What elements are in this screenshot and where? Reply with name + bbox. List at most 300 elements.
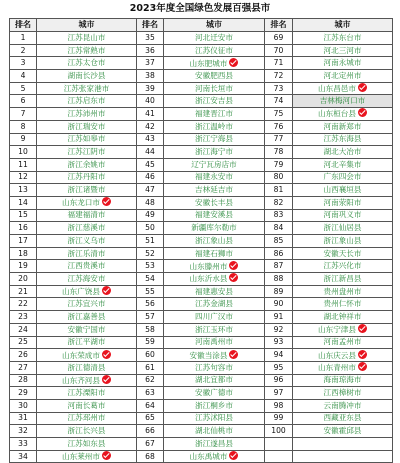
city-cell xyxy=(164,158,265,171)
city-name: 江苏如东县 xyxy=(67,438,106,448)
city-cell xyxy=(164,222,265,235)
city-name: 江苏昆山市 xyxy=(67,32,106,42)
city-name: 浙江德清县 xyxy=(67,362,106,372)
rank-cell: 44 xyxy=(137,146,164,159)
city-cell xyxy=(164,311,265,324)
rank-cell: 34 xyxy=(10,450,37,463)
table-row xyxy=(10,44,393,57)
city-name: 贵州仁怀市 xyxy=(323,299,362,309)
rank-cell: 81 xyxy=(265,184,293,197)
city-cell xyxy=(37,311,137,324)
table-row xyxy=(10,438,393,451)
rank-cell: 80 xyxy=(265,171,293,184)
city-cell xyxy=(293,336,393,349)
table-row xyxy=(10,158,393,171)
rank-cell: 47 xyxy=(137,184,164,197)
red-check-icon xyxy=(102,375,111,384)
city-cell xyxy=(293,57,393,70)
rank-cell: 77 xyxy=(265,133,293,146)
table-row xyxy=(10,95,393,108)
city-cell xyxy=(37,450,137,463)
city-cell xyxy=(293,209,393,222)
rank-cell: 86 xyxy=(265,247,293,260)
rank-cell: 91 xyxy=(265,311,293,324)
city-name: 浙江仙居县 xyxy=(323,223,362,233)
city-name: 浙江乐清市 xyxy=(67,248,106,258)
city-cell xyxy=(37,209,137,222)
rank-cell: 51 xyxy=(137,235,164,248)
city-name: 河北辛集市 xyxy=(323,159,362,169)
city-cell xyxy=(37,82,137,95)
city-name: 浙江象山县 xyxy=(323,235,362,245)
city-cell xyxy=(293,399,393,412)
red-check-icon xyxy=(229,451,238,460)
rank-cell: 3 xyxy=(10,57,37,70)
rank-cell: 38 xyxy=(137,70,164,83)
city-name: 江苏溧阳市 xyxy=(67,388,106,398)
rank-cell: 75 xyxy=(265,108,293,121)
rank-cell xyxy=(265,438,293,451)
rank-cell: 10 xyxy=(10,146,37,159)
city-name: 福建惠安县 xyxy=(195,286,233,296)
city-name: 江苏金湖县 xyxy=(195,299,233,309)
table-row xyxy=(10,260,393,273)
city-cell xyxy=(37,133,137,146)
city-cell xyxy=(293,412,393,425)
table-row xyxy=(10,349,393,362)
rank-cell: 31 xyxy=(10,412,37,425)
table-row xyxy=(10,361,393,374)
city-cell xyxy=(293,323,393,336)
rank-cell: 69 xyxy=(265,32,293,45)
city-name: 辽宁瓦房店市 xyxy=(191,159,237,169)
city-cell xyxy=(293,260,393,273)
city-name: 福建安溪县 xyxy=(195,210,233,220)
city-name: 安徽肥西县 xyxy=(195,70,233,80)
rank-cell: 88 xyxy=(265,273,293,286)
city-name: 河南新郑市 xyxy=(323,121,362,131)
city-name: 江苏东海县 xyxy=(323,134,362,144)
red-check-icon xyxy=(102,451,111,460)
city-name: 山东荣成市 xyxy=(62,350,100,360)
city-name: 山东肥城市 xyxy=(189,58,228,68)
city-cell xyxy=(164,70,265,83)
city-cell xyxy=(37,32,137,45)
rank-cell: 65 xyxy=(137,412,164,425)
table-header-row xyxy=(10,19,393,32)
city-name: 江苏常熟市 xyxy=(67,45,106,55)
rank-cell: 12 xyxy=(10,171,37,184)
rank-cell: 61 xyxy=(137,361,164,374)
city-name: 四川广汉市 xyxy=(195,311,233,321)
rank-cell: 92 xyxy=(265,323,293,336)
city-name: 江苏仪征市 xyxy=(195,45,233,55)
rank-cell: 73 xyxy=(265,82,293,95)
rank-cell: 29 xyxy=(10,387,37,400)
rank-cell: 98 xyxy=(265,399,293,412)
city-name: 山东广饶县 xyxy=(62,287,100,297)
city-name: 福建晋江市 xyxy=(195,108,233,118)
city-cell xyxy=(164,146,265,159)
table-row xyxy=(10,184,393,197)
city-name: 湖北大冶市 xyxy=(323,147,362,157)
table-row xyxy=(10,450,393,463)
city-cell xyxy=(164,247,265,260)
table-row xyxy=(10,273,393,286)
red-check-icon xyxy=(358,324,367,333)
rank-cell: 37 xyxy=(137,57,164,70)
rank-cell: 57 xyxy=(137,311,164,324)
city-name: 福建石狮市 xyxy=(195,248,233,258)
city-cell xyxy=(293,120,393,133)
city-name: 江西樟树市 xyxy=(323,388,362,398)
city-cell xyxy=(293,285,393,298)
city-cell xyxy=(293,133,393,146)
city-cell xyxy=(164,387,265,400)
city-cell xyxy=(37,412,137,425)
rank-cell: 35 xyxy=(137,32,164,45)
rank-cell: 87 xyxy=(265,260,293,273)
city-cell xyxy=(37,222,137,235)
city-name: 河南永城市 xyxy=(323,58,362,68)
city-cell xyxy=(164,57,265,70)
city-name: 浙江平湖市 xyxy=(67,337,106,347)
table-row xyxy=(10,82,393,95)
rank-cell: 99 xyxy=(265,412,293,425)
rank-cell: 18 xyxy=(10,247,37,260)
rank-cell: 22 xyxy=(10,298,37,311)
city-name: 浙江桐乡市 xyxy=(195,400,233,410)
rank-cell: 90 xyxy=(265,298,293,311)
city-cell xyxy=(293,95,393,108)
city-cell xyxy=(37,184,137,197)
rank-cell: 58 xyxy=(137,323,164,336)
rank-cell: 78 xyxy=(265,146,293,159)
city-cell xyxy=(37,285,137,298)
red-check-icon xyxy=(229,350,238,359)
city-name: 山东莱州市 xyxy=(62,452,100,462)
rank-cell: 85 xyxy=(265,235,293,248)
city-cell xyxy=(164,171,265,184)
rank-cell: 79 xyxy=(265,158,293,171)
rank-cell: 25 xyxy=(10,336,37,349)
city-name: 浙江温岭市 xyxy=(195,121,233,131)
city-name: 山东龙口市 xyxy=(62,198,100,208)
rank-cell: 24 xyxy=(10,323,37,336)
city-name: 海南琼海市 xyxy=(323,375,362,385)
city-name: 山东沂水县 xyxy=(189,274,228,284)
city-name: 江苏沭阳县 xyxy=(195,413,233,423)
city-name: 浙江慈溪市 xyxy=(67,223,106,233)
rank-cell: 55 xyxy=(137,285,164,298)
rank-cell: 23 xyxy=(10,311,37,324)
table-row xyxy=(10,146,393,159)
city-name: 浙江余姚市 xyxy=(67,159,106,169)
rank-cell: 70 xyxy=(265,44,293,57)
ranking-table xyxy=(9,18,393,463)
city-cell xyxy=(37,349,137,362)
city-cell xyxy=(293,158,393,171)
city-name: 河南孟州市 xyxy=(323,337,362,347)
city-name: 湖北仙桃市 xyxy=(195,426,233,436)
table-row xyxy=(10,57,393,70)
city-cell xyxy=(293,311,393,324)
city-cell xyxy=(164,438,265,451)
city-cell xyxy=(293,374,393,387)
table-row xyxy=(10,196,393,209)
rank-cell: 96 xyxy=(265,374,293,387)
city-cell xyxy=(164,412,265,425)
city-cell xyxy=(164,425,265,438)
city-cell xyxy=(164,260,265,273)
rank-cell: 5 xyxy=(10,82,37,95)
city-name: 江苏张家港市 xyxy=(63,83,110,93)
rank-cell: 43 xyxy=(137,133,164,146)
rank-cell: 21 xyxy=(10,285,37,298)
city-cell xyxy=(164,336,265,349)
table-row xyxy=(10,412,393,425)
rank-cell: 11 xyxy=(10,158,37,171)
city-cell xyxy=(293,387,393,400)
header-city: 城市 xyxy=(164,19,265,32)
city-cell xyxy=(37,57,137,70)
city-name: 浙江新昌县 xyxy=(323,273,362,283)
header-city: 城市 xyxy=(37,19,137,32)
rank-cell: 40 xyxy=(137,95,164,108)
city-name: 安徽宁国市 xyxy=(67,324,106,334)
city-cell xyxy=(37,399,137,412)
table-row xyxy=(10,222,393,235)
rank-cell: 32 xyxy=(10,425,37,438)
red-check-icon xyxy=(358,362,367,371)
city-cell xyxy=(164,184,265,197)
city-cell xyxy=(37,260,137,273)
table-row xyxy=(10,32,393,45)
city-name: 浙江安吉县 xyxy=(195,96,233,106)
city-cell xyxy=(293,196,393,209)
city-name: 安徽广德市 xyxy=(195,388,233,398)
city-cell xyxy=(164,361,265,374)
rank-cell: 94 xyxy=(265,349,293,362)
city-name: 江苏海安市 xyxy=(67,273,106,283)
red-check-icon xyxy=(102,286,111,295)
city-cell xyxy=(37,196,137,209)
rank-cell: 17 xyxy=(10,235,37,248)
rank-cell: 19 xyxy=(10,260,37,273)
rank-cell: 56 xyxy=(137,298,164,311)
rank-cell: 41 xyxy=(137,108,164,121)
city-name: 浙江嘉善县 xyxy=(67,311,106,321)
rank-cell: 42 xyxy=(137,120,164,133)
city-cell xyxy=(293,235,393,248)
city-name: 江苏丹阳市 xyxy=(67,172,106,182)
city-name: 江苏沛州市 xyxy=(67,108,106,118)
city-cell xyxy=(164,235,265,248)
city-cell xyxy=(164,285,265,298)
rank-cell: 84 xyxy=(265,222,293,235)
rank-cell: 97 xyxy=(265,387,293,400)
city-cell xyxy=(164,298,265,311)
rank-cell: 82 xyxy=(265,196,293,209)
rank-cell: 13 xyxy=(10,184,37,197)
rank-cell: 72 xyxy=(265,70,293,83)
city-cell xyxy=(164,374,265,387)
table-row xyxy=(10,311,393,324)
rank-cell: 30 xyxy=(10,399,37,412)
red-check-icon xyxy=(358,350,367,359)
table-row xyxy=(10,285,393,298)
city-cell xyxy=(37,323,137,336)
city-name: 浙江诸暨市 xyxy=(67,185,106,195)
rank-cell: 62 xyxy=(137,374,164,387)
city-name: 安徽霍邱县 xyxy=(323,426,362,436)
city-name: 河南荥阳市 xyxy=(323,197,362,207)
city-cell xyxy=(164,133,265,146)
city-cell xyxy=(293,32,393,45)
city-name: 山西襄垣县 xyxy=(323,185,362,195)
rank-cell: 45 xyxy=(137,158,164,171)
rank-cell: 66 xyxy=(137,425,164,438)
city-name: 浙江玉环市 xyxy=(195,324,233,334)
rank-cell: 6 xyxy=(10,95,37,108)
city-name: 江苏兴化市 xyxy=(323,261,362,271)
city-cell xyxy=(293,70,393,83)
city-name: 河北三河市 xyxy=(323,45,362,55)
city-name: 山东青州市 xyxy=(318,363,356,373)
city-cell xyxy=(37,298,137,311)
page-title: 2023年度全国绿色发展百强县市 xyxy=(129,3,271,14)
rank-cell: 83 xyxy=(265,209,293,222)
rank-cell: 54 xyxy=(137,273,164,286)
city-name: 江苏句容市 xyxy=(195,362,233,372)
city-name: 西藏亚东县 xyxy=(323,413,362,423)
city-name: 浙江宁海县 xyxy=(195,134,233,144)
table-row xyxy=(10,399,393,412)
rank-cell: 33 xyxy=(10,438,37,451)
rank-cell: 28 xyxy=(10,374,37,387)
city-name: 江苏东台市 xyxy=(323,32,362,42)
city-cell xyxy=(164,44,265,57)
city-cell xyxy=(164,273,265,286)
table-row xyxy=(10,171,393,184)
city-cell xyxy=(37,108,137,121)
header-rank: 排名 xyxy=(265,19,293,32)
city-name: 安徽当涂县 xyxy=(189,350,228,360)
city-name: 河南禹州市 xyxy=(195,337,233,347)
table-row xyxy=(10,235,393,248)
city-cell xyxy=(164,120,265,133)
red-check-icon xyxy=(229,261,238,270)
city-cell xyxy=(37,146,137,159)
rank-cell: 48 xyxy=(137,196,164,209)
header-rank: 排名 xyxy=(137,19,164,32)
rank-cell: 2 xyxy=(10,44,37,57)
table-row xyxy=(10,323,393,336)
rank-cell: 89 xyxy=(265,285,293,298)
city-cell xyxy=(37,95,137,108)
rank-cell: 100 xyxy=(265,425,293,438)
rank-cell: 50 xyxy=(137,222,164,235)
rank-cell: 1 xyxy=(10,32,37,45)
city-name: 江西贵溪市 xyxy=(67,261,106,271)
city-cell xyxy=(293,349,393,362)
rank-cell: 67 xyxy=(137,438,164,451)
city-name: 吉林梅河口市 xyxy=(319,96,366,106)
city-name: 山东昌邑市 xyxy=(318,84,356,94)
city-name: 湖北宜都市 xyxy=(195,375,233,385)
rank-cell: 16 xyxy=(10,222,37,235)
city-name: 湖南长沙县 xyxy=(67,70,106,80)
city-name: 浙江遂昌县 xyxy=(195,438,233,448)
city-cell xyxy=(37,361,137,374)
city-cell xyxy=(164,323,265,336)
rank-cell: 14 xyxy=(10,196,37,209)
city-name: 安徽长丰县 xyxy=(195,197,233,207)
city-name: 江苏如皋市 xyxy=(67,134,106,144)
city-name: 山东滕州市 xyxy=(189,261,228,271)
city-cell xyxy=(37,235,137,248)
table-row xyxy=(10,298,393,311)
table-row xyxy=(10,336,393,349)
table-row xyxy=(10,209,393,222)
rank-cell: 53 xyxy=(137,260,164,273)
city-cell xyxy=(293,171,393,184)
city-name: 河南长垣市 xyxy=(195,83,233,93)
city-name: 浙江瑞安市 xyxy=(67,121,106,131)
rank-cell: 26 xyxy=(10,349,37,362)
header-rank: 排名 xyxy=(10,19,37,32)
city-cell xyxy=(37,44,137,57)
city-cell xyxy=(293,222,393,235)
city-name: 新疆库尔勒市 xyxy=(191,223,237,233)
city-name: 江苏启东市 xyxy=(67,96,106,106)
rank-cell: 60 xyxy=(137,349,164,362)
city-cell xyxy=(293,146,393,159)
table-row xyxy=(10,133,393,146)
city-name: 浙江海宁市 xyxy=(195,147,233,157)
city-cell xyxy=(37,120,137,133)
city-cell xyxy=(37,158,137,171)
city-name: 河北定州市 xyxy=(323,70,362,80)
city-name: 江苏宜兴市 xyxy=(67,299,106,309)
city-cell xyxy=(164,196,265,209)
city-cell xyxy=(293,184,393,197)
city-cell xyxy=(164,349,265,362)
city-cell xyxy=(37,425,137,438)
rank-cell: 68 xyxy=(137,450,164,463)
city-cell xyxy=(37,438,137,451)
table-row xyxy=(10,120,393,133)
city-cell xyxy=(293,247,393,260)
rank-cell: 9 xyxy=(10,133,37,146)
city-name: 山东禹城市 xyxy=(189,452,228,462)
table-row xyxy=(10,425,393,438)
rank-cell: 7 xyxy=(10,108,37,121)
city-name: 福建福清市 xyxy=(67,210,106,220)
city-name: 江苏太仓市 xyxy=(67,58,106,68)
ranking-table-body xyxy=(10,19,393,463)
city-name: 广东四会市 xyxy=(323,172,362,182)
city-name: 河北迁安市 xyxy=(195,32,233,42)
city-name: 安徽天长市 xyxy=(323,248,362,258)
city-cell xyxy=(37,336,137,349)
city-name: 江苏江阴市 xyxy=(67,147,106,157)
city-cell xyxy=(37,247,137,260)
city-cell xyxy=(164,450,265,463)
city-cell xyxy=(37,171,137,184)
red-check-icon xyxy=(229,273,238,282)
city-cell xyxy=(293,108,393,121)
